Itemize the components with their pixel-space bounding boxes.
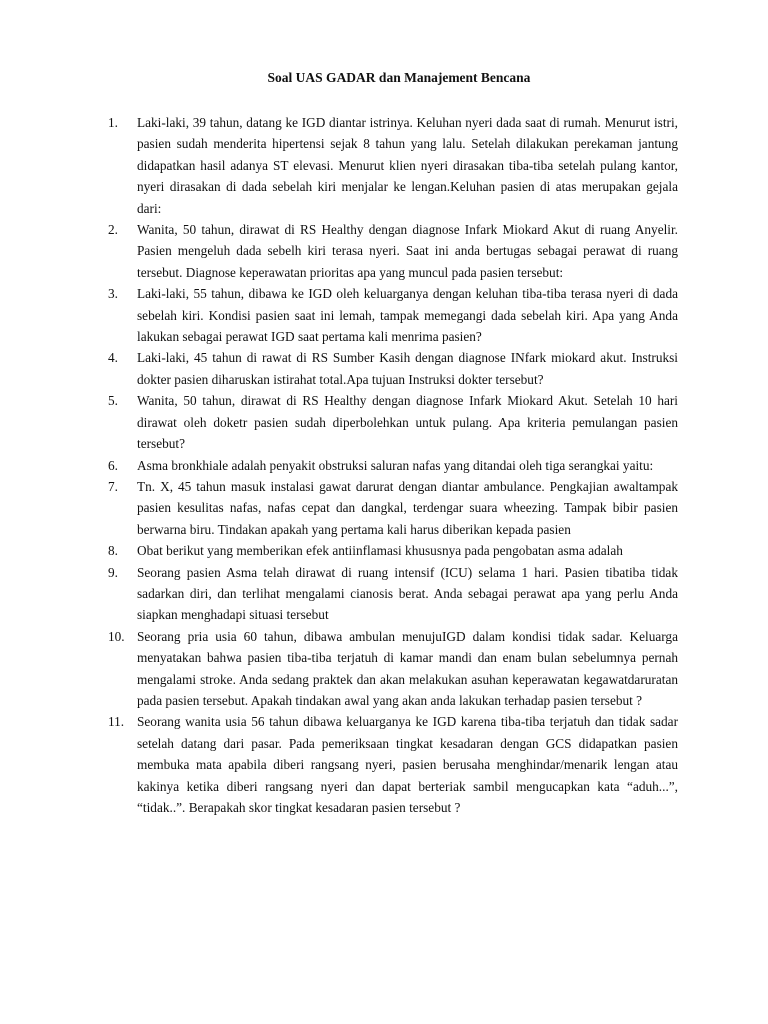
list-item bbox=[108, 711, 678, 818]
question-list bbox=[108, 112, 678, 818]
question-text: Seorang pria usia 60 tahun, dibawa ambulan menujuIGD dalam kondisi tidak sadar. Keluarga menyatakan bahwa pasien tiba-tiba terjatuh di kamar mandi dan enam bulan sebelumnya pernah mengalami stroke. Anda sedang praktek dan akan melakukan asuhan keperawatan kegawatdaruratan pada pasien tersebut. Apakah tindakan awal yang akan anda lakukan terhadap pasien tersebut ? bbox=[137, 628, 678, 708]
question-number: 4. bbox=[108, 350, 118, 366]
list-item bbox=[108, 540, 678, 561]
question-number: 10. bbox=[108, 628, 125, 644]
question-text: Seorang wanita usia 56 tahun dibawa keluarganya ke IGD karena tiba-tiba terjatuh dan tidak sadar setelah datang dari pasar. Pada pemeriksaan tingkat kesadaran dengan GCS didapatkan pasien membuka mata apabila diberi rangsang nyeri, pasien berusaha menghindar/menarik lengan atau kakinya ketika diberi rangsang nyeri dan dapat berteriak sambil mengucapkan kata “aduh...”, “tidak..”. Berapakah skor tingkat kesadaran pasien tersebut ? bbox=[137, 714, 678, 815]
question-text: Laki-laki, 45 tahun di rawat di RS Sumber Kasih dengan diagnose INfark miokard akut. Instruksi dokter pasien diharuskan istirahat total.Apa tujuan Instruksi dokter tersebut? bbox=[137, 350, 678, 387]
list-item bbox=[108, 626, 678, 712]
question-text: Asma bronkhiale adalah penyakit obstruksi saluran nafas yang ditandai oleh tiga serangkai yaitu: bbox=[137, 457, 654, 473]
question-number: 11. bbox=[108, 714, 125, 730]
question-number: 6. bbox=[108, 457, 118, 473]
list-item bbox=[108, 562, 678, 626]
question-number: 2. bbox=[108, 222, 118, 238]
list-item bbox=[108, 476, 678, 540]
question-number: 9. bbox=[108, 564, 118, 580]
list-item bbox=[108, 112, 678, 219]
question-number: 5. bbox=[108, 393, 118, 409]
question-text: Laki-laki, 39 tahun, datang ke IGD diantar istrinya. Keluhan nyeri dada saat di rumah. Menurut istri, pasien sudah menderita hipertensi sejak 8 tahun yang lalu. Setelah dilakukan perekaman jantung didapatkan hasil adanya ST elevasi. Menurut klien nyeri dirasakan tiba-tiba setelah pulang kantor, nyeri dirasakan di dada sebelah kiri menjalar ke lengan.Keluhan pasien di atas merupakan gejala dari: bbox=[137, 115, 678, 216]
question-number: 1. bbox=[108, 115, 118, 130]
question-text: Wanita, 50 tahun, dirawat di RS Healthy dengan diagnose Infark Miokard Akut. Setelah 10 hari dirawat oleh doketr pasien sudah diperbolehkan untuk pulang. Apa kriteria pemulangan pasien tersebut? bbox=[137, 393, 678, 452]
list-item bbox=[108, 455, 678, 476]
question-text: Tn. X, 45 tahun masuk instalasi gawat darurat dengan diantar ambulance. Pengkajian awaltampak pasien kesulitas nafas, nafas cepat dan dangkal, terdengar suara wheezing. Tampak bibir pasien berwarna biru. Tindakan apakah yang pertama kali harus diberikan kepada pasien bbox=[137, 478, 678, 537]
question-text: Seorang pasien Asma telah dirawat di ruang intensif (ICU) selama 1 hari. Pasien tibatiba tidak sadarkan diri, dan terlihat mengalami cianosis berat. Anda sebagai perawat apa yang perlu Anda siapkan menghadapi situasi tersebut bbox=[137, 564, 678, 623]
list-item bbox=[108, 347, 678, 390]
question-text: Obat berikut yang memberikan efek antiinflamasi khususnya pada pengobatan asma adalah bbox=[137, 543, 623, 559]
question-text: Wanita, 50 tahun, dirawat di RS Healthy dengan diagnose Infark Miokard Akut di ruang Anyelir. Pasien mengeluh dada sebelh kiri terasa nyeri. Saat ini anda bertugas sebagai perawat di ruang tersebut. Diagnose keperawatan prioritas apa yang muncul pada pasien tersebut: bbox=[137, 222, 678, 280]
list-item bbox=[108, 390, 678, 454]
question-text: Laki-laki, 55 tahun, dibawa ke IGD oleh keluarganya dengan keluhan tiba-tiba terasa nyeri di dada sebelah kiri. Kondisi pasien saat ini lemah, tampak memegangi dada sebelah kiri. Apa yang Anda lakukan sebagai perawat IGD saat pertama kali menrima pasien? bbox=[137, 286, 678, 345]
list-item bbox=[108, 283, 678, 347]
list-item bbox=[108, 219, 678, 283]
question-number: 7. bbox=[108, 478, 118, 494]
document-title: Soal UAS GADAR dan Manajement Bencana bbox=[267, 70, 531, 85]
question-number: 3. bbox=[108, 286, 118, 302]
question-number: 8. bbox=[108, 543, 118, 559]
